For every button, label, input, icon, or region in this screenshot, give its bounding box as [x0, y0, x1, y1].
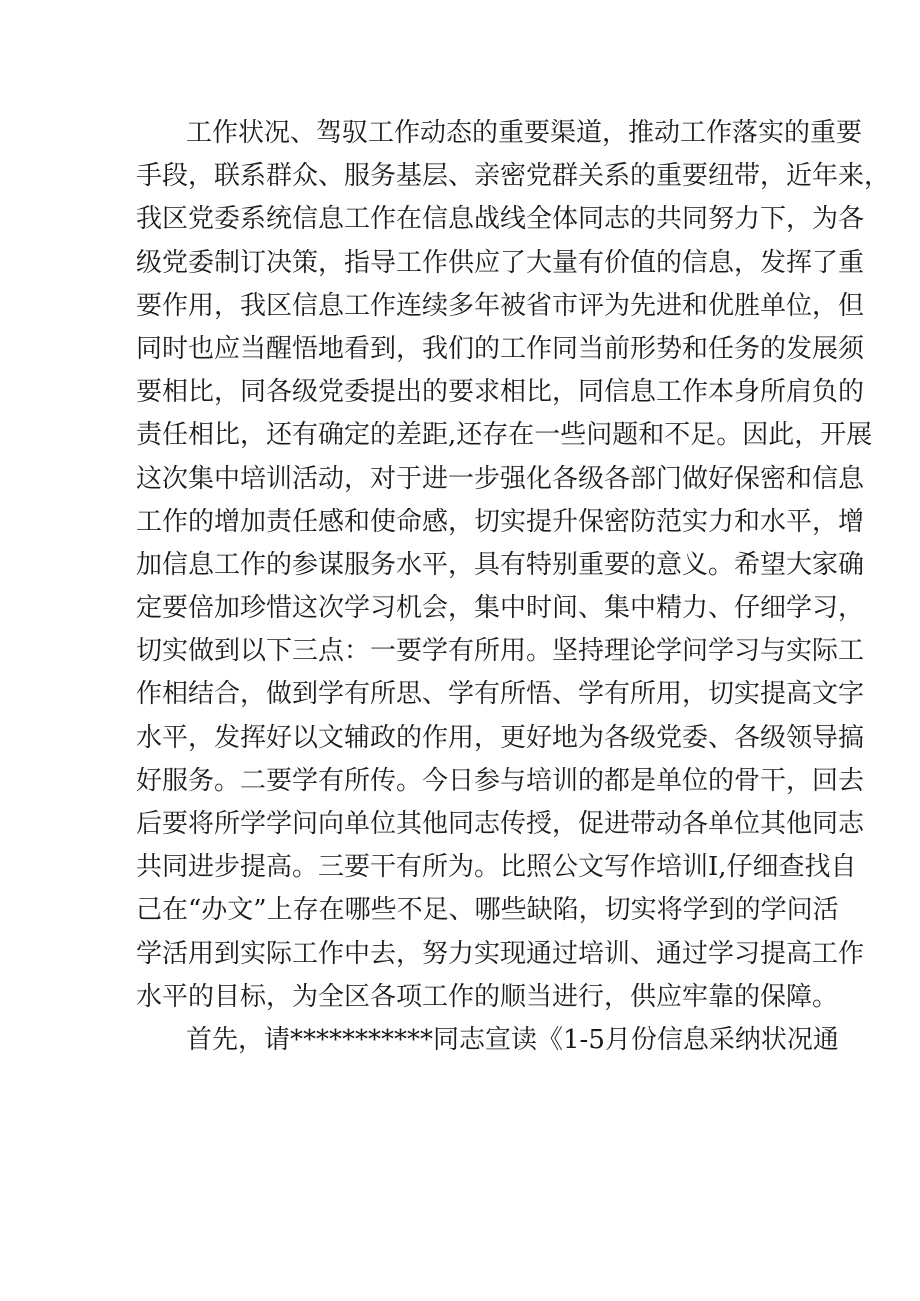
paragraph-1-line-17: 后要将所学学问向单位其他同志传授，促进带动各单位其他同志 [136, 809, 865, 839]
paragraph-1-line-11: 加信息工作的参谋服务水平，具有特别重要的意义。希望大家确 [136, 549, 865, 580]
paragraph-1-line-4: 级党委制订决策，指导工作供应了大量有价值的信息，发挥了重 [136, 247, 865, 278]
paragraph-1-line-8: 责任相比，还有确定的差距,还存在一些问题和不足。因此，开展 [136, 420, 873, 451]
paragraph-1-line-14: 作相结合，做到学有所思、学有所悟、学有所用，切实提高文字 [136, 679, 865, 710]
paragraph-1-line-10: 工作的增加责任感和使命感，切实提升保密防范实力和水平，增 [136, 506, 865, 537]
paragraph-1-line-15: 水平，发挥好以文辅政的作用，更好地为各级党委、各级领导搞 [136, 722, 865, 753]
paragraph-1-line-16: 好服务。二要学有所传。今日参与培训的都是单位的骨干，回去 [136, 765, 865, 796]
paragraph-1-line-19: 己在“办文”上存在哪些不足、哪些缺陷，切实将学到的学问活 [136, 895, 839, 926]
paragraph-1-line-3: 我区党委系统信息工作在信息战线全体同志的共同努力下，为各 [136, 204, 865, 235]
paragraph-1-line-20: 学活用到实际工作中去，努力实现通过培训、通过学习提高工作 [136, 938, 865, 969]
paragraph-1-line-21: 水平的目标，为全区各项工作的顺当进行，供应牢靠的保障。 [136, 981, 839, 1012]
paragraph-1-line-2: 手段，联系群众、服务基层、亲密党群关系的重要纽带，近年来， [136, 161, 891, 192]
paragraph-1-line-5: 要作用，我区信息工作连续多年被省市评为先进和优胜单位，但 [136, 290, 865, 321]
paragraph-1-line-9: 这次集中培训活动，对于进一步强化各级各部门做好保密和信息 [136, 463, 865, 494]
document-body [136, 112, 891, 1062]
paragraph-1-line-12: 定要倍加珍惜这次学习机会，集中时间、集中精力、仔细学习， [136, 593, 865, 624]
paragraph-1-line-1: 工作状况、驾驭工作动态的重要渠道，推动工作落实的重要 [186, 118, 863, 148]
paragraph-2-line-1: 首先，请***********同志宣读《1-5月份信息采纳状况通 [186, 1024, 839, 1055]
paragraph-1-line-13: 切实做到以下三点：一要学有所用。坚持理论学问学习与实际工 [136, 636, 865, 667]
paragraph-1-line-7: 要相比，同各级党委提出的要求相比，同信息工作本身所肩负的 [136, 377, 865, 408]
paragraph-1-line-18: 共同进步提高。三要干有所为。比照公文写作培训I,仔细查找自 [136, 852, 857, 883]
paragraph-1-line-6: 同时也应当醒悟地看到，我们的工作同当前形势和任务的发展须 [136, 333, 865, 364]
